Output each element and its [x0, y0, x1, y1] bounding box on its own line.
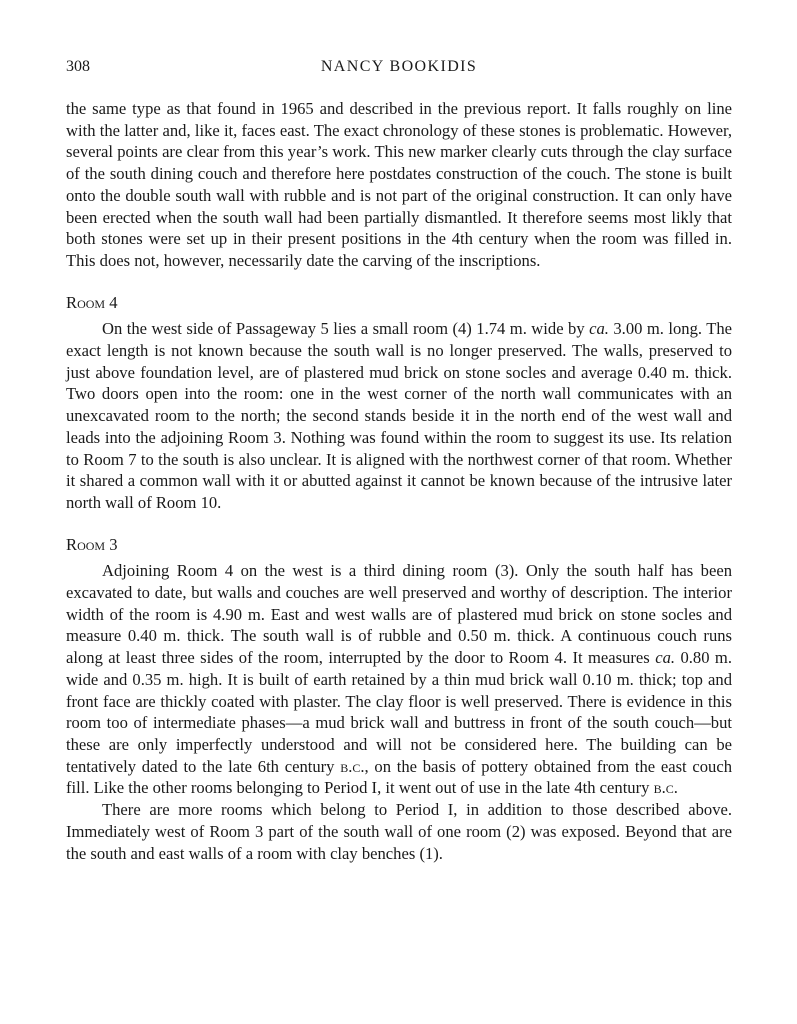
- paragraph-room-4: [66, 318, 732, 513]
- room-3-bc-1: b.c.: [340, 756, 365, 776]
- section-heading-room-4: Room 4: [66, 292, 118, 312]
- section-heading-room-3: Room 3: [66, 534, 118, 554]
- room-3-text-c: , on the basis of pottery obtained from the east couch fill. Like the other rooms belonging to Period I, it went out of use in the late 4th century: [66, 756, 732, 798]
- room-4-text-b: 3.00 m. long. The exact length is not known because the south wall is no longer preserved. The walls, preserved to just above foundation level, are of plastered mud brick on stone socles and average 0.40 m. thick. Two doors open into the room: one in the west corner of the north wall communicates with an unexcavated room to the north; the second stands beside it in the north end of the west wall and leads into the adjoining Room 3. Nothing was found within the room to suggest its use. Its relation to Room 7 to the south is also unclear. It is aligned with the northwest corner of that room. Whether it shared a common wall with it or abutted against it cannot be known because of the intrusive later north wall of Room 10.: [66, 319, 732, 512]
- page-body: [66, 58, 732, 864]
- room-4-text-a: On the west side of Passageway 5 lies a small room (4) 1.74 m. wide by: [102, 319, 590, 339]
- room-3-text-b: 0.80 m. wide and 0.35 m. high. It is built of earth retained by a thin mud brick wall 0.10 m. thick; top and front face are thickly coated with plaster. The clay floor is well preserved. There is evidence in this room too of intermediate phases—a mud brick wall and buttress in front of the south couch—but these are only imperfectly understood and will not be considered here. The building can be tentatively dated to the late 6th century: [66, 648, 732, 776]
- running-head-author: NANCY BOOKIDIS: [320, 58, 478, 75]
- room-3-text-a: Adjoining Room 4 on the west is a third dining room (3). Only the south half has been excavated to date, but walls and couches are well preserved and worthy of description. The interior width of the room is 4.90 m. East and west walls are of plastered mud brick on stone socles and measure 0.40 m. thick. The south wall is of rubble and 0.50 m. thick. A continuous couch runs along at least three sides of the room, interrupted by the door to Room 4. It measures: [66, 561, 732, 668]
- paragraph-continuation: the same type as that found in 1965 and described in the previous report. It falls roughly on line with the latter and, like it, faces east. The exact chronology of these stones is problematic. However, several points are clear from this year’s work. This new marker clearly cuts through the clay surface of the south dining couch and therefore here postdates construction of the couch. The stone is built onto the double south wall with rubble and is not part of the original construction. It can only have been erected when the south wall had been partially dismantled. It therefore seems most likly that both stones were set up in their present positions in the 4th century when the room was filled in. This does not, however, necessarily date the carving of the inscriptions.: [66, 99, 732, 270]
- paragraph-closing: There are more rooms which belong to Period I, in addition to those described above. Immediately west of Room 3 part of the south wall of one room (2) was exposed. Beyond that are the south and east walls of a room with clay benches (1).: [66, 800, 732, 863]
- room-4-circa: ca.: [589, 319, 609, 339]
- running-head: [66, 58, 732, 82]
- room-3-bc-2: b.c.: [653, 778, 678, 798]
- room-3-circa: ca.: [655, 648, 676, 668]
- page-number: 308: [66, 58, 90, 75]
- paragraph-room-3: [66, 560, 732, 799]
